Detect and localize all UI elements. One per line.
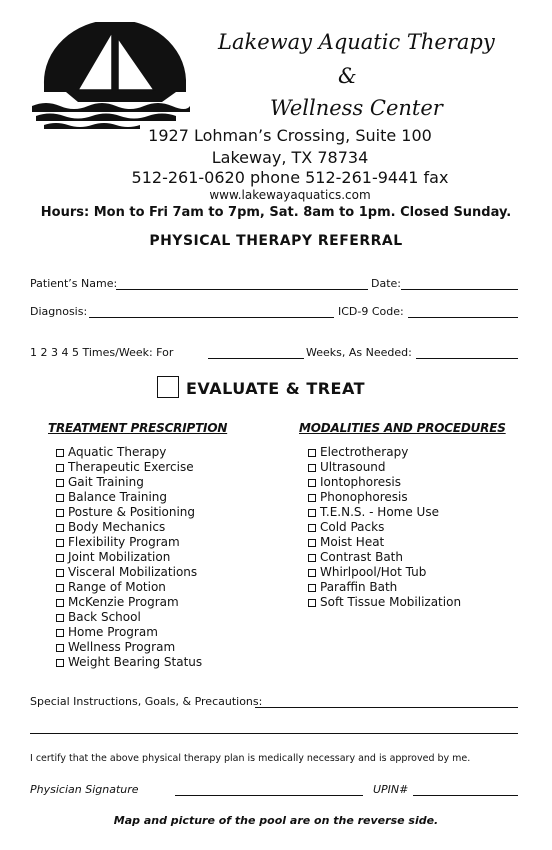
modality-item[interactable]: Electrotherapy xyxy=(308,445,461,460)
special-instructions-label: Special Instructions, Goals, & Precautions: xyxy=(30,695,263,708)
modality-item[interactable]: T.E.N.S. - Home Use xyxy=(308,505,461,520)
modalities-heading: MODALITIES AND PROCEDURES xyxy=(299,421,506,435)
checkbox-icon[interactable] xyxy=(56,554,64,562)
treatment-list xyxy=(56,445,202,670)
reverse-side-note: Map and picture of the pool are on the reverse side. xyxy=(113,814,439,827)
diagnosis-field[interactable] xyxy=(89,317,334,318)
modality-item[interactable]: Contrast Bath xyxy=(308,550,461,565)
icd9-label: ICD-9 Code: xyxy=(338,305,404,318)
modality-item[interactable]: Ultrasound xyxy=(308,460,461,475)
treatment-item[interactable]: Gait Training xyxy=(56,475,202,490)
checkbox-icon[interactable] xyxy=(308,539,316,547)
checkbox-icon[interactable] xyxy=(56,569,64,577)
modality-item[interactable]: Paraffin Bath xyxy=(308,580,461,595)
checkbox-icon[interactable] xyxy=(56,629,64,637)
phone-fax: 512-261-0620 phone 512-261-9441 fax xyxy=(131,168,449,187)
checkbox-icon[interactable] xyxy=(56,614,64,622)
treatment-item[interactable]: McKenzie Program xyxy=(56,595,202,610)
center-name-line1: Lakeway Aquatic Therapy xyxy=(218,30,495,54)
diagnosis-label: Diagnosis: xyxy=(30,305,88,318)
checkbox-icon[interactable] xyxy=(308,599,316,607)
weeks-label: Weeks, As Needed: xyxy=(306,346,412,359)
checkbox-icon[interactable] xyxy=(56,464,64,472)
treatment-item[interactable]: Therapeutic Exercise xyxy=(56,460,202,475)
form-title: PHYSICAL THERAPY REFERRAL xyxy=(149,233,403,249)
checkbox-icon[interactable] xyxy=(308,449,316,457)
icd9-field[interactable] xyxy=(408,317,518,318)
evaluate-treat-checkbox[interactable] xyxy=(157,376,179,398)
frequency-label: 1 2 3 4 5 Times/Week: For xyxy=(30,346,174,359)
checkbox-icon[interactable] xyxy=(308,569,316,577)
upin-field[interactable] xyxy=(413,795,518,796)
checkbox-icon[interactable] xyxy=(308,494,316,502)
physician-signature-field[interactable] xyxy=(175,795,363,796)
checkbox-icon[interactable] xyxy=(56,449,64,457)
checkbox-icon[interactable] xyxy=(308,584,316,592)
treatment-item[interactable]: Visceral Mobilizations xyxy=(56,565,202,580)
as-needed-field[interactable] xyxy=(416,358,518,359)
checkbox-icon[interactable] xyxy=(56,644,64,652)
center-name-line3: Wellness Center xyxy=(270,96,443,120)
checkbox-icon[interactable] xyxy=(56,539,64,547)
date-label: Date: xyxy=(371,277,401,290)
date-field[interactable] xyxy=(401,289,518,290)
checkbox-icon[interactable] xyxy=(56,479,64,487)
modalities-list xyxy=(308,445,461,610)
checkbox-icon[interactable] xyxy=(308,464,316,472)
checkbox-icon[interactable] xyxy=(56,509,64,517)
treatment-item[interactable]: Posture & Positioning xyxy=(56,505,202,520)
modality-item[interactable]: Phonophoresis xyxy=(308,490,461,505)
modality-item[interactable]: Whirlpool/Hot Tub xyxy=(308,565,461,580)
sailboat-logo-icon xyxy=(26,22,192,130)
center-name-ampersand: & xyxy=(338,64,357,88)
treatment-item[interactable]: Balance Training xyxy=(56,490,202,505)
checkbox-icon[interactable] xyxy=(56,524,64,532)
modality-item[interactable]: Soft Tissue Mobilization xyxy=(308,595,461,610)
special-instructions-field-line2[interactable] xyxy=(30,733,518,734)
evaluate-treat-label: EVALUATE & TREAT xyxy=(186,379,366,398)
address-line2: Lakeway, TX 78734 xyxy=(211,148,369,167)
treatment-item[interactable]: Range of Motion xyxy=(56,580,202,595)
patient-name-field[interactable] xyxy=(116,289,368,290)
treatment-item[interactable]: Aquatic Therapy xyxy=(56,445,202,460)
treatment-item[interactable]: Back School xyxy=(56,610,202,625)
treatment-item[interactable]: Joint Mobilization xyxy=(56,550,202,565)
treatment-heading: TREATMENT PRESCRIPTION xyxy=(48,421,228,435)
patient-name-label: Patient’s Name: xyxy=(30,277,118,290)
treatment-item[interactable]: Weight Bearing Status xyxy=(56,655,202,670)
checkbox-icon[interactable] xyxy=(56,659,64,667)
checkbox-icon[interactable] xyxy=(308,509,316,517)
treatment-item[interactable]: Flexibility Program xyxy=(56,535,202,550)
physician-signature-label: Physician Signature xyxy=(30,783,139,796)
upin-label: UPIN# xyxy=(373,783,409,796)
address-line1: 1927 Lohman’s Crossing, Suite 100 xyxy=(148,126,432,145)
treatment-item[interactable]: Body Mechanics xyxy=(56,520,202,535)
modality-item[interactable]: Moist Heat xyxy=(308,535,461,550)
weeks-count-field[interactable] xyxy=(208,358,304,359)
special-instructions-field[interactable] xyxy=(255,707,518,708)
modality-item[interactable]: Cold Packs xyxy=(308,520,461,535)
checkbox-icon[interactable] xyxy=(56,584,64,592)
modality-item[interactable]: Iontophoresis xyxy=(308,475,461,490)
checkbox-icon[interactable] xyxy=(308,524,316,532)
treatment-item[interactable]: Wellness Program xyxy=(56,640,202,655)
checkbox-icon[interactable] xyxy=(308,554,316,562)
hours: Hours: Mon to Fri 7am to 7pm, Sat. 8am to 1pm. Closed Sunday. xyxy=(40,205,512,220)
checkbox-icon[interactable] xyxy=(56,599,64,607)
checkbox-icon[interactable] xyxy=(56,494,64,502)
checkbox-icon[interactable] xyxy=(308,479,316,487)
certification-text: I certify that the above physical therapy plan is medically necessary and is approved by me. xyxy=(30,753,471,764)
treatment-item[interactable]: Home Program xyxy=(56,625,202,640)
website: www.lakewayaquatics.com xyxy=(209,188,371,202)
